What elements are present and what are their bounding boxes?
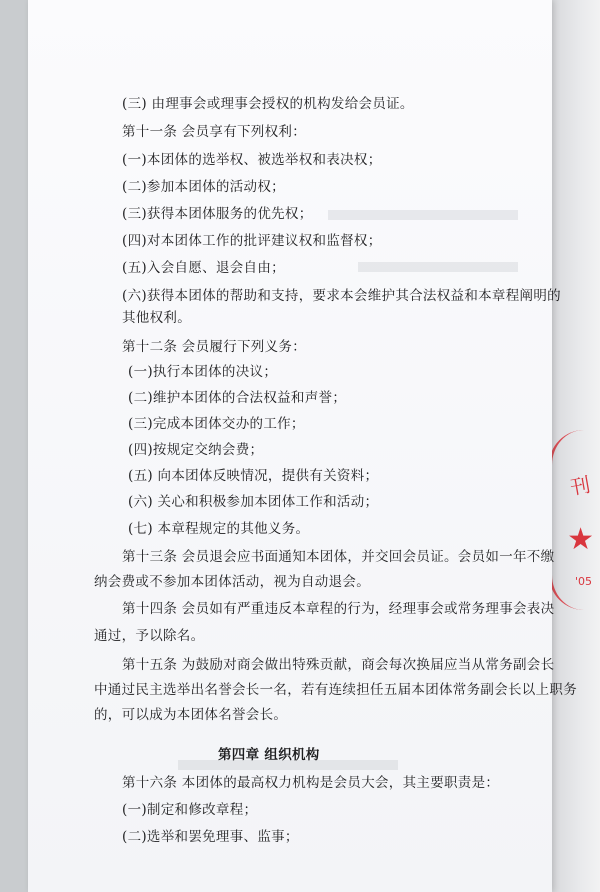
list-item: (七) 本章程规定的其他义务。 [128,521,310,537]
list-item: (六)获得本团体的帮助和支持，要求本会维护其合法权益和本章程阐明的 [122,288,561,304]
article-paragraph-continuation: 通过，予以除名。 [94,628,205,644]
article-heading: 第十二条 会员履行下列义务： [122,339,306,355]
chapter-heading: 第四章 组织机构 [218,747,320,763]
seal-glyph: 刊 [568,472,593,500]
list-item: (三)完成本团体交办的工作； [128,416,305,432]
list-item: (二)参加本团体的活动权； [122,179,285,195]
list-item: (四)按规定交纳会费； [128,442,264,458]
document-page [28,0,577,892]
list-item: (一)制定和修改章程； [122,802,258,818]
list-item-continuation: 其他权利。 [122,310,191,326]
article-paragraph-continuation: 纳会费或不参加本团体活动，视为自动退会。 [94,574,370,590]
bleed-through-mark [358,262,518,272]
article-paragraph-continuation: 的，可以成为本团体名誉会长。 [94,707,288,723]
article-paragraph: 第十五条 为鼓励对商会做出特殊贡献，商会每次换届应当从常务副会长 [122,657,555,673]
list-item: (六) 关心和积极参加本团体工作和活动； [128,494,379,510]
seal-star-icon: ★ [567,522,594,557]
clause-line: (三) 由理事会或理事会授权的机构发给会员证。 [122,96,414,112]
list-item: (五)入会自愿、退会自由； [122,260,285,276]
list-item: (五) 向本团体反映情况，提供有关资料； [128,468,379,484]
list-item: (四)对本团体工作的批评建议权和监督权； [122,233,382,249]
list-item: (三)获得本团体服务的优先权； [122,206,313,222]
article-heading: 第十六条 本团体的最高权力机构是会员大会，其主要职责是： [122,775,500,791]
list-item: (二)选举和罢免理事、监事； [122,829,299,845]
list-item: (二)维护本团体的合法权益和声誉； [128,390,347,406]
article-paragraph: 第十四条 会员如有严重违反本章程的行为，经理事会或常务理事会表决 [122,601,555,617]
article-paragraph: 第十三条 会员退会应书面通知本团体，并交回会员证。会员如一年不缴 [122,549,555,565]
seal-number: '05 [574,575,592,588]
list-item: (一)执行本团体的决议； [128,364,278,380]
bleed-through-mark [328,210,518,220]
article-heading: 第十一条 会员享有下列权利： [122,124,306,140]
article-paragraph-continuation: 中通过民主选举出名誉会长一名，若有连续担任五届本团体常务副会长以上职务 [94,682,577,698]
list-item: (一)本团体的选举权、被选举权和表决权； [122,152,382,168]
